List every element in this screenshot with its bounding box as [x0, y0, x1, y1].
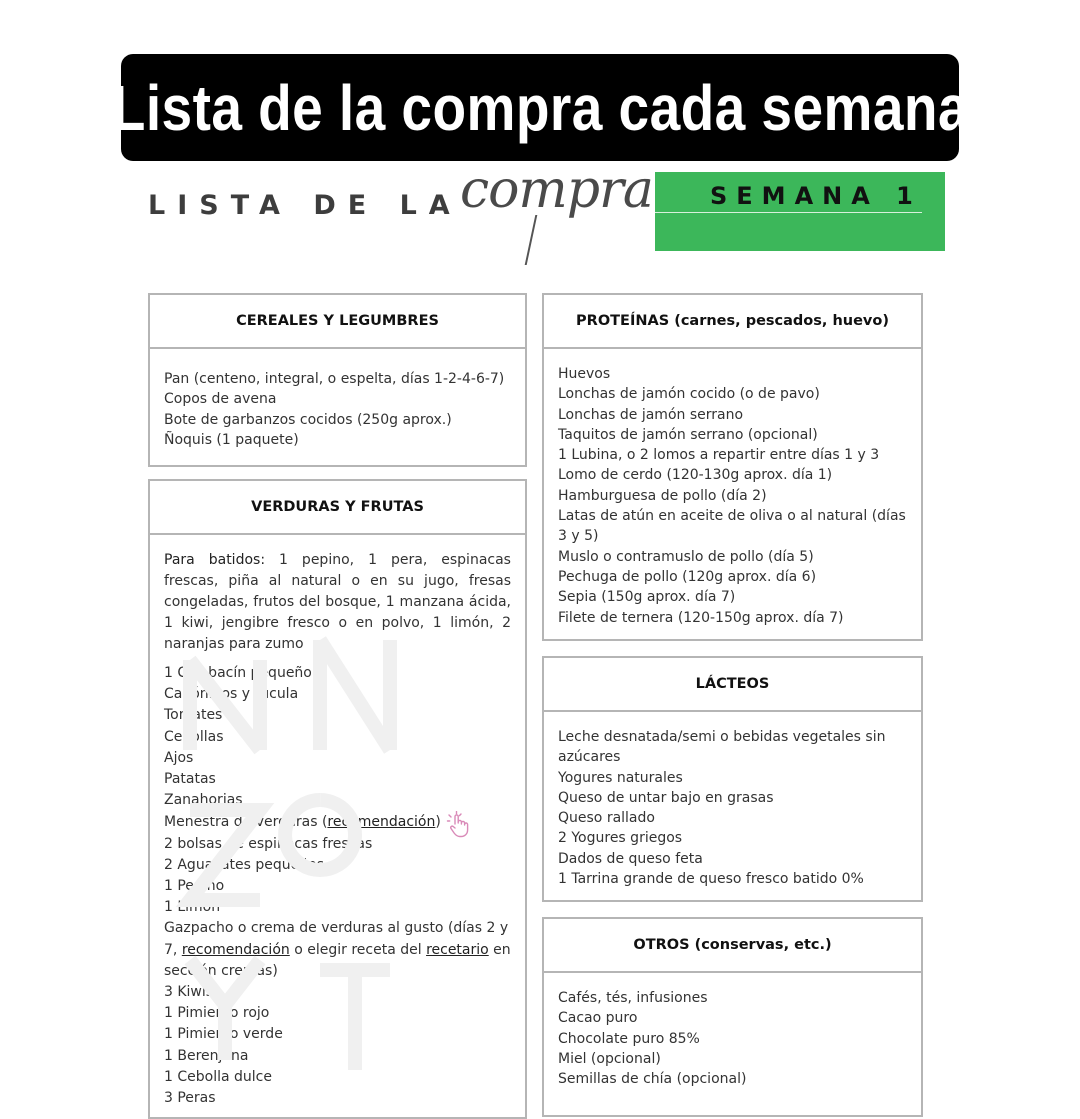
list-item: Semillas de chía (opcional)	[558, 1071, 747, 1088]
panel-list	[544, 712, 921, 889]
panel-title: OTROS (conservas, etc.)	[544, 919, 921, 973]
list-item: 2 Aguacates pequeños	[164, 856, 325, 873]
panel-list	[544, 973, 921, 1089]
list-item: Patatas	[164, 771, 216, 788]
list-item: 1 Pimiento verde	[164, 1026, 283, 1043]
recipe-book-link[interactable]: recetario	[426, 941, 489, 958]
panel-cereales	[148, 293, 527, 467]
badge-rule	[655, 212, 922, 213]
menestra-close: )	[435, 814, 441, 831]
list-item: 1 Pepino	[164, 878, 225, 895]
gazpacho-text: Gazpacho o crema de verduras al gusto (días 2 y 7,	[164, 920, 509, 958]
list-item: Muslo o contramuslo de pollo (día 5)	[558, 548, 814, 565]
batidos-label: Para batidos:	[164, 552, 266, 568]
list-item: 3 Kiwis	[164, 984, 214, 1001]
list-item: Cebollas	[164, 728, 224, 745]
panel-title: VERDURAS Y FRUTAS	[150, 481, 525, 535]
list-item: 1 Calabacín pequeño	[164, 665, 312, 681]
panel-lacteos	[542, 656, 923, 902]
banner-title: Lista de la compra cada semana	[111, 71, 969, 144]
list-item: Hamburguesa de pollo (día 2)	[558, 487, 767, 504]
list-item: Filete de ternera (120-150g aprox. día 7)	[558, 609, 844, 626]
list-item: Miel (opcional)	[558, 1050, 661, 1067]
panel-verduras	[148, 479, 527, 1119]
list-item-gazpacho	[164, 918, 511, 982]
list-item: Yogures naturales	[558, 769, 683, 786]
recommendation-link[interactable]: recomendación	[181, 941, 290, 958]
script-flourish	[525, 215, 548, 265]
list-item: Lomo de cerdo (120-130g aprox. día 1)	[558, 467, 833, 484]
list-item: Lonchas de jamón serrano	[558, 406, 744, 423]
list-item: Queso de untar bajo en grasas	[558, 789, 774, 806]
list-item: Canónigos y rúcula	[164, 686, 299, 703]
list-item: Leche desnatada/semi o bebidas vegetales sin azúcares	[558, 729, 886, 766]
recommendation-link[interactable]: recomendación	[327, 814, 436, 831]
list-heading: LISTA DE LA	[148, 190, 462, 221]
list-item: Bote de garbanzos cocidos (250g aprox.)	[164, 411, 452, 428]
list-item-menestra	[164, 811, 511, 833]
list-item: Tomates	[164, 707, 223, 724]
week-label: SEMANA 1	[710, 182, 922, 210]
list-item: Copos de avena	[164, 391, 277, 408]
panel-proteinas	[542, 293, 923, 641]
list-item: 1 Tarrina grande de queso fresco batido 0%	[558, 871, 864, 888]
week-badge	[655, 172, 945, 251]
panel-list	[150, 535, 525, 1109]
panel-title: PROTEÍNAS (carnes, pescados, huevo)	[544, 295, 921, 349]
list-item: Zanahorias	[164, 792, 243, 809]
list-item: Lonchas de jamón cocido (o de pavo)	[558, 386, 820, 403]
list-item: Dados de queso feta	[558, 850, 703, 867]
list-item: Latas de atún en aceite de oliva o al natural (días 3 y 5)	[558, 508, 906, 545]
list-item: 2 bolsas de espinacas frescas	[164, 835, 373, 852]
panel-title: CEREALES Y LEGUMBRES	[150, 295, 525, 349]
list-item: 1 Pimiento rojo	[164, 1005, 270, 1022]
list-item: Huevos	[558, 366, 611, 382]
panel-title: LÁCTEOS	[544, 658, 921, 712]
list-heading-script: compra	[460, 160, 653, 220]
list-item: 1 Lubina, o 2 lomos a repartir entre días 1 y 3	[558, 447, 880, 464]
list-item: Pan (centeno, integral, o espelta, días 1-2-4-6-7)	[164, 371, 505, 387]
list-item: Pechuga de pollo (120g aprox. día 6)	[558, 568, 817, 585]
list-item: Taquitos de jamón serrano (opcional)	[558, 426, 818, 443]
batidos-paragraph	[164, 550, 511, 655]
gazpacho-end: en sección cremas)	[164, 941, 511, 979]
panel-otros	[542, 917, 923, 1117]
title-banner	[111, 54, 969, 161]
list-item: Queso rallado	[558, 810, 655, 827]
list-item: 2 Yogures griegos	[558, 830, 683, 847]
list-item: 1 Cebolla dulce	[164, 1068, 272, 1085]
menestra-text: Menestra de verduras (	[164, 814, 328, 831]
list-item: Ñoquis (1 paquete)	[164, 431, 299, 448]
list-item: Sepia (150g aprox. día 7)	[558, 589, 736, 606]
gazpacho-mid: o elegir receta del	[289, 941, 427, 958]
list-item: 3 Peras	[164, 1090, 216, 1107]
list-item: Cafés, tés, infusiones	[558, 990, 708, 1006]
panel-list	[150, 349, 525, 450]
panel-list	[544, 349, 921, 628]
list-item: Ajos	[164, 749, 194, 766]
list-item: Chocolate puro 85%	[558, 1030, 700, 1047]
list-item: 1 Berenjena	[164, 1047, 249, 1064]
batidos-text: 1 pepino, 1 pera, espinacas frescas, piña al natural o en su jugo, fresas congeladas, frutos del bosque, 1 manzana ácida, 1 kiwi, jengibre fresco o en polvo, 1 limón, 2 naranjas para zumo	[164, 552, 511, 652]
list-item: Cacao puro	[558, 1010, 638, 1027]
pointing-hand-icon	[445, 811, 467, 833]
list-item: 1 Limón	[164, 899, 221, 916]
